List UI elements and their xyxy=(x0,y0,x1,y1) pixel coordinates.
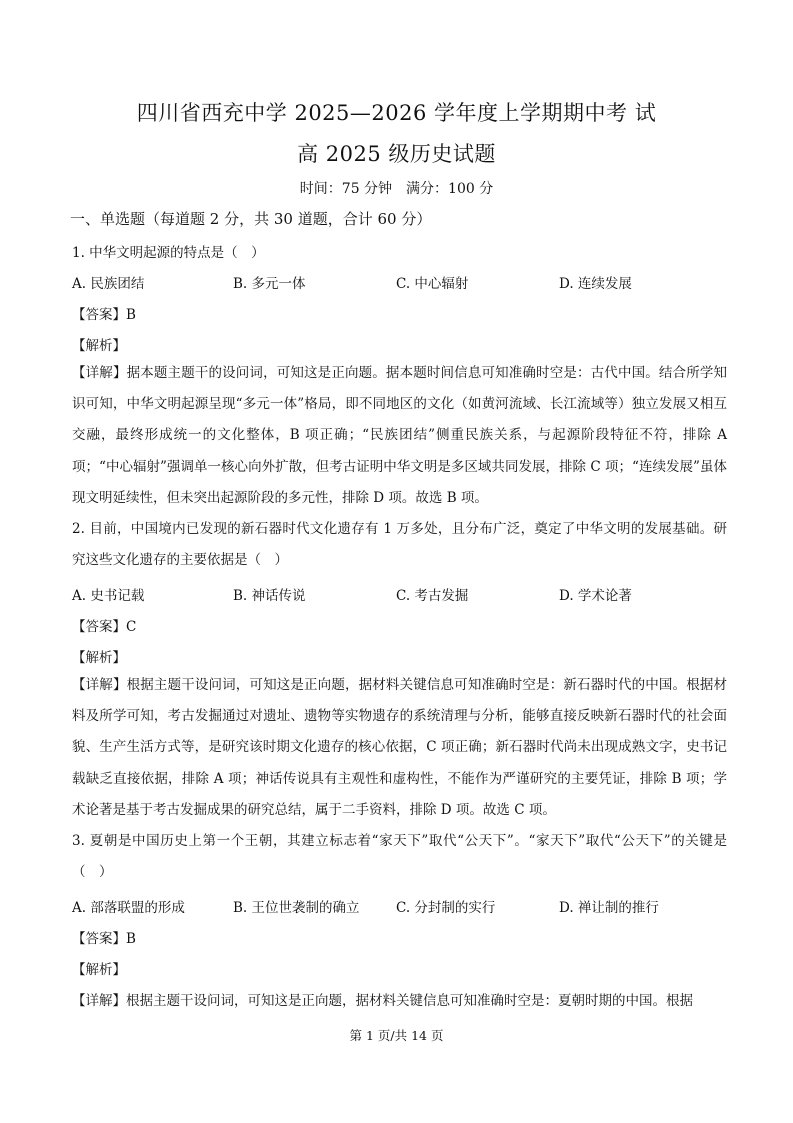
question-stem: 3. 夏朝是中国历史上第一个王朝，其建立标志着“家天下”取代“公天下”。“家天下”取代“公天下”的关键是（ ） xyxy=(72,833,727,881)
question-stem: 1. 中华文明起源的特点是（ ） xyxy=(72,245,265,261)
option-b: B. 王位世袭制的确立 xyxy=(233,900,360,916)
answer-label: 【答案】B xyxy=(72,307,136,323)
option-a: A. 民族团结 xyxy=(72,276,145,292)
option-b: B. 多元一体 xyxy=(233,276,306,292)
option-d: D. 学术论著 xyxy=(559,588,632,604)
option-b: B. 神话传说 xyxy=(233,588,306,604)
option-a: A. 部落联盟的形成 xyxy=(72,900,185,916)
detail-explanation: 【详解】据本题主题干的设问词，可知这是正向题。据本题时间信息可知准确时空是：古代中国。结合所学知识可知，中华文明起源呈现“多元一体”格局，即不同地区的文化（如黄河流域、长江流域等）独立发展又相互交融，最终形成统一的文化整体，B 项正确；“民族团结”侧重民族关系，与起源阶段特征不符，排除 A 项；“中心辐射”强调单一核心向外扩散，但考古证明中华文明是多区域共同发展，排除 C 项；“连续发展”虽体现文明延续性，但未突出起源阶段的多元性，排除 D 项。故选 B 项。 xyxy=(72,365,727,506)
option-c: C. 中心辐射 xyxy=(396,276,469,292)
analysis-label: 【解析】 xyxy=(72,650,126,666)
section-heading: 一、单选题（每道题 2 分，共 30 道题，合计 60 分） xyxy=(70,210,432,228)
detail-explanation: 【详解】根据主题干设问词，可知这是正向题，据材料关键信息可知准确时空是：夏朝时期的中国。根据 xyxy=(72,993,693,1009)
analysis-label: 【解析】 xyxy=(72,338,126,354)
exam-subtitle: 高 2025 级历史试题 xyxy=(297,142,496,166)
option-c: C. 考古发掘 xyxy=(396,588,469,604)
exam-meta xyxy=(0,178,793,198)
option-d: D. 禅让制的推行 xyxy=(559,900,659,916)
question-stem: 2. 目前，中国境内已发现的新石器时代文化遗存有 1 万多处，且分布广泛，奠定了中华文明的发展基础。研究这些文化遗存的主要依据是（ ） xyxy=(72,521,727,569)
exam-time: 时间：75 分钟 xyxy=(299,181,393,197)
exam-title: 四川省西充中学 2025—2026 学年度上学期期中考 试 xyxy=(136,101,657,125)
option-c: C. 分封制的实行 xyxy=(396,900,496,916)
option-a: A. 史书记载 xyxy=(72,588,145,604)
page-footer: 第 1 页/共 14 页 xyxy=(349,1028,444,1043)
answer-label: 【答案】B xyxy=(72,931,136,947)
analysis-label: 【解析】 xyxy=(72,962,126,978)
option-d: D. 连续发展 xyxy=(559,276,632,292)
exam-score: 满分：100 分 xyxy=(406,181,494,197)
answer-label: 【答案】C xyxy=(72,619,137,635)
detail-explanation: 【详解】根据主题干设问词，可知这是正向题，据材料关键信息可知准确时空是：新石器时代的中国。根据材料及所学可知，考古发掘通过对遗址、遗物等实物遗存的系统清理与分析，能够直接反映新石器时代的社会面貌、生产生活方式等，是研究该时期文化遗存的核心依据，C 项正确；新石器时代尚未出现成熟文字，史书记载缺乏直接依据，排除 A 项；神话传说具有主观性和虚构性，不能作为严谨研究的主要凭证，排除 B 项；学术论著是基于考古发掘成果的研究总结，属于二手资料，排除 D 项。故选 C 项。 xyxy=(72,677,727,818)
